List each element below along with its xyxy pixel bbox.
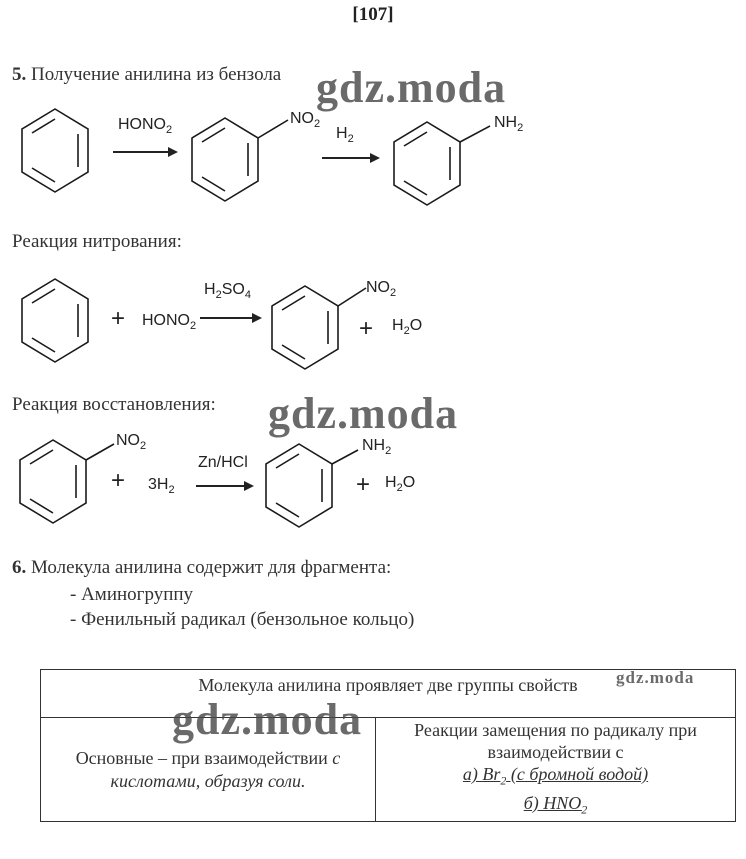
reactant-hono2: $HONO_2$ (142, 312, 197, 333)
watermark: gdz.moda (616, 668, 695, 687)
section-5-number: 5. (12, 64, 27, 85)
benzene-ring (20, 106, 90, 196)
plus-sign: + (111, 467, 126, 494)
nitrobenzene-ring (190, 110, 300, 205)
watermark: gdz.moda (268, 389, 459, 438)
byproduct-h2o: $H_2O$ (392, 317, 423, 338)
section-5-title: Получение анилина из бензола (31, 64, 282, 85)
nitro-group-label: $NO_2$ (290, 110, 321, 131)
watermark: gdz.moda (316, 63, 507, 112)
watermark: gdz.moda (172, 695, 363, 744)
catalyst-zn-hcl: Zn/HCl (198, 454, 248, 471)
byproduct-h2o: $H_2O$ (385, 474, 416, 495)
reaction-arrow (322, 152, 380, 164)
amino-group-label: $NH_2$ (494, 114, 524, 135)
basic-properties-cell: Основные – при взаимодействии с кислотами, образуя соли. (41, 718, 376, 822)
amino-group-label: $NH_2$ (362, 437, 392, 458)
list-item: - Фенильный радикал (бензольное кольцо) (70, 609, 415, 630)
reduction-title: Реакция восстановления: (12, 394, 216, 415)
reagent-h2: $H_2$ (336, 125, 354, 146)
catalyst-h2so4: $H_2SO_4$ (204, 281, 251, 302)
reactant-3h2: $3H_2$ (148, 476, 175, 497)
list-item: - Аминогруппу (70, 584, 194, 605)
reaction-arrow (200, 312, 262, 324)
reaction-a: а) $Br_2$ (с бромной водой) (462, 764, 649, 788)
nitro-group-label: $NO_2$ (366, 279, 397, 300)
properties-table (40, 669, 736, 822)
aniline-ring (392, 114, 502, 209)
plus-sign: + (111, 305, 126, 332)
reagent-hono2: $HONO_2$ (118, 116, 173, 137)
page-number: [107] (352, 4, 394, 25)
reaction-arrow (113, 146, 178, 158)
section-6-number: 6. (12, 557, 27, 578)
benzene-ring (20, 276, 90, 366)
nitration-title: Реакция нитрования: (12, 231, 182, 252)
section-5-heading (12, 64, 281, 86)
plus-sign: + (356, 471, 371, 498)
nitro-group-label: $NO_2$ (116, 432, 147, 453)
plus-sign: + (359, 315, 374, 342)
substitution-properties-cell: Реакции замещения по радикалу при взаимодействии с а) $Br_2$ (с бромной водой) б) $HNO_2$ (376, 718, 736, 822)
reaction-arrow (196, 480, 254, 492)
section-6-text: Молекула анилина содержит для фрагмента: (31, 557, 392, 578)
reaction-b: б) $HNO_2$ (523, 792, 588, 817)
table-header: Молекула анилина проявляет две группы свойств (41, 670, 736, 718)
section-6-heading (12, 557, 391, 579)
